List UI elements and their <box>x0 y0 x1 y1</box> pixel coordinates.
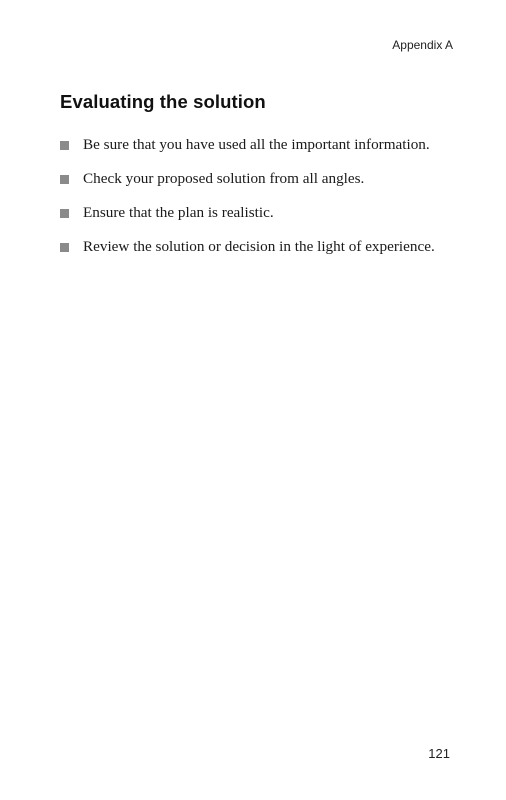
list-item-text: Be sure that you have used all the important information. <box>83 136 430 153</box>
square-bullet-icon <box>60 209 69 218</box>
square-bullet-icon <box>60 243 69 252</box>
list-item-text: Review the solution or decision in the light of experience. <box>83 238 435 255</box>
list-item-text: Ensure that the plan is realistic. <box>83 204 274 221</box>
list-item <box>60 128 480 162</box>
list-item <box>60 162 480 196</box>
square-bullet-icon <box>60 141 69 150</box>
list-item <box>60 230 480 264</box>
square-bullet-icon <box>60 175 69 184</box>
running-header: Appendix A <box>392 38 453 52</box>
list-item <box>60 196 480 230</box>
page-number: 121 <box>428 746 450 761</box>
list-item-text: Check your proposed solution from all angles. <box>83 170 365 187</box>
bullet-list <box>60 128 480 264</box>
section-heading: Evaluating the solution <box>60 91 266 112</box>
